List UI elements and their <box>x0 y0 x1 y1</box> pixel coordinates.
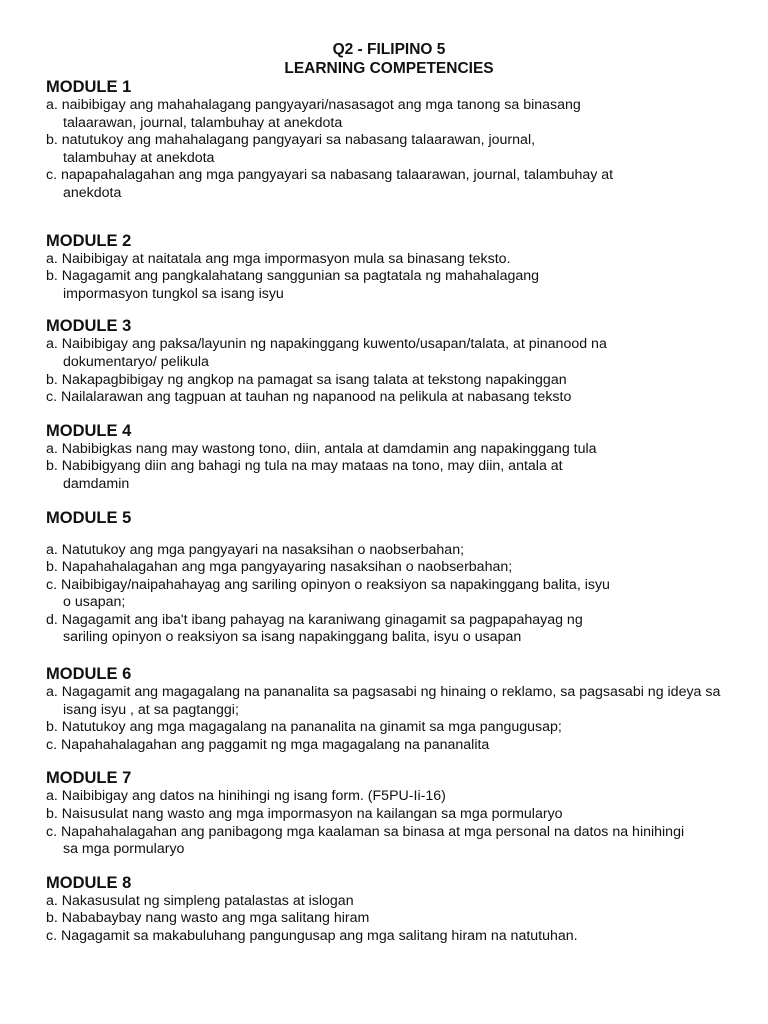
module-heading: MODULE 5 <box>46 508 132 527</box>
competency-list <box>46 684 728 754</box>
module-7-section <box>46 769 728 858</box>
module-6-section <box>46 665 728 754</box>
module-1-section <box>46 78 728 203</box>
competency-item: c. Napahahalagahan ang panibagong mga kaalaman sa binasa at mga personal na datos na hinihingi sa mga pormularyo <box>46 823 685 858</box>
title-line-2: LEARNING COMPETENCIES <box>284 60 494 77</box>
module-heading: MODULE 8 <box>46 873 132 892</box>
module-heading: MODULE 2 <box>46 231 132 250</box>
title-line-1: Q2 - FILIPINO 5 <box>332 41 446 58</box>
competency-item: b. Nakapagbibigay ng angkop na pamagat sa isang talata at tekstong napakinggan <box>46 371 567 388</box>
competency-item: a. Nakasusulat ng simpleng patalastas at islogan <box>46 892 354 909</box>
module-5-section <box>46 509 728 648</box>
document-title <box>46 40 728 78</box>
competency-list <box>46 893 728 946</box>
competency-item: a. naibibigay ang mahahalagang pangyayari/nasasagot ang mga tanong sa binasang talaarawan, journal, talambuhay at anekdota <box>46 97 581 131</box>
competency-item: a. Naibibigay ang datos na hinihingi ng isang form. (F5PU-Ii-16) <box>46 788 446 805</box>
competency-item: b. Napahahalagahan ang mga pangyayaring nasaksihan o naobserbahan; <box>46 559 513 576</box>
competency-item: a. Nagagamit ang magagalang na pananalita sa pagsasabi ng hinaing o reklamo, sa pagsasabi ng ideya sa isang isyu , at sa pagtanggi; <box>46 684 721 718</box>
competency-item: b. Nabibigyang diin ang bahagi ng tula na may mataas na tono, may diin, antala at damdamin <box>46 458 563 492</box>
module-3-section <box>46 317 728 406</box>
competency-item: a. Naibibigay at naitatala ang mga impormasyon mula sa binasang teksto. <box>46 250 511 267</box>
module-heading: MODULE 4 <box>46 421 132 440</box>
competency-list <box>46 542 728 648</box>
competency-item: c. Naibibigay/naipahahayag ang sariling opinyon o reaksiyon sa napakinggang balita, isyu o usapan; <box>46 576 610 611</box>
competency-item: d. Nagagamit ang iba't ibang pahayag na karaniwang ginagamit sa pagpapahayag ng sariling opinyon o reaksiyon sa isang napakinggang balita, isyu o usapan <box>46 611 583 646</box>
competency-item: c. napapahalagahan ang mga pangyayari sa nabasang talaarawan, journal, talambuhay at anekdota <box>46 167 614 201</box>
competency-item: b. Naisusulat nang wasto ang mga impormasyon na kailangan sa mga pormularyo <box>46 806 563 823</box>
competency-item: c. Nailalarawan ang tagpuan at tauhan ng napanood na pelikula at nabasang teksto <box>46 389 572 406</box>
competency-item: b. Natutukoy ang mga magagalang na pananalita na ginamit sa mga pangugusap; <box>46 719 562 736</box>
competency-list <box>46 97 728 203</box>
module-4-section <box>46 422 728 494</box>
module-heading: MODULE 6 <box>46 665 132 684</box>
module-heading: MODULE 3 <box>46 317 132 336</box>
competency-item: c. Napahahalagahan ang paggamit ng mga magagalang na pananalita <box>46 736 490 753</box>
competency-item: b. natutukoy ang mahahalagang pangyayari sa nabasang talaarawan, journal, talambuhay at anekdota <box>46 132 536 166</box>
competency-list <box>46 441 728 494</box>
competency-item: a. Nabibigkas nang may wastong tono, diin, antala at damdamin ang napakinggang tula <box>46 440 597 457</box>
competency-item: c. Nagagamit sa makabuluhang pangungusap ang mga salitang hiram na natutuhan. <box>46 928 578 944</box>
module-heading: MODULE 7 <box>46 769 132 788</box>
competency-item: a. Natutukoy ang mga pangyayari na nasaksihan o naobserbahan; <box>46 541 465 558</box>
competency-item: b. Nagagamit ang pangkalahatang sanggunian sa pagtatala ng mahahalagang impormasyon tungkol sa isang isyu <box>46 268 540 302</box>
module-2-section <box>46 232 728 304</box>
competency-list <box>46 336 728 406</box>
competency-list <box>46 251 728 304</box>
module-heading: MODULE 1 <box>46 78 132 96</box>
module-8-section <box>46 874 728 946</box>
competency-list <box>46 788 728 858</box>
competency-item: a. Naibibigay ang paksa/layunin ng napakinggang kuwento/usapan/talata, at pinanood na dokumentaryo/ pelikula <box>46 336 607 370</box>
competency-item: b. Nababaybay nang wasto ang mga salitang hiram <box>46 910 370 927</box>
